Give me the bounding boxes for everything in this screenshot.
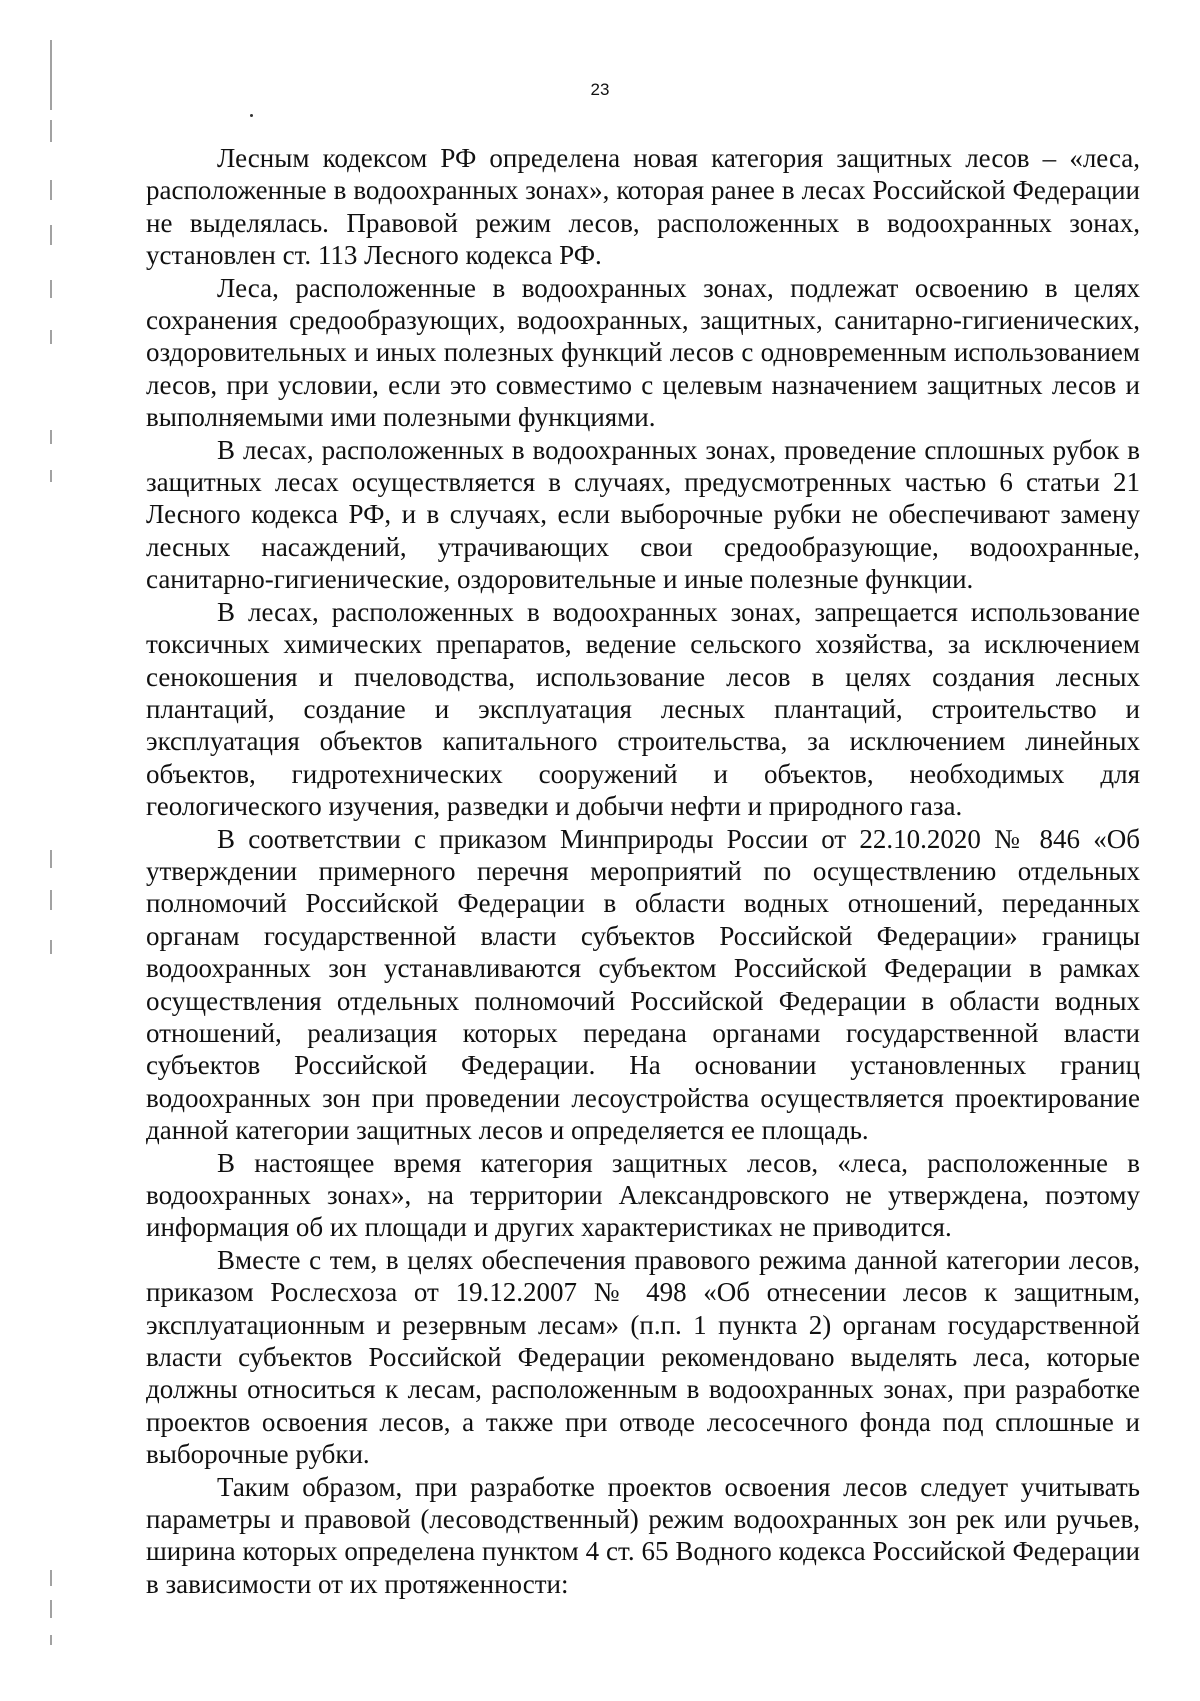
scan-margin-artifact xyxy=(50,180,52,200)
scan-margin-artifact xyxy=(50,225,52,245)
scan-margin-artifact xyxy=(50,1635,52,1645)
document-body xyxy=(146,142,1140,1600)
scan-margin-artifact xyxy=(50,1570,52,1586)
paragraph-2: Леса, расположенные в водоохранных зонах, подлежат освоению в целях сохранения средообразующих, водоохранных, защитных, санитарно-гигиенических, оздоровительных и иных полезных функций лесов с одновременным использованием лесов, при условии, если это совместимо с целевым назначением защитных лесов и выполняемыми ими полезными функциями. xyxy=(146,272,1140,433)
page-number: 23 xyxy=(590,80,610,99)
scan-margin-artifact xyxy=(50,330,52,344)
scan-dot xyxy=(250,114,253,117)
scan-margin-artifact xyxy=(50,470,52,482)
paragraph-1: Лесным кодексом РФ определена новая категория защитных лесов – «леса, расположенные в водоохранных зонах», которая ранее в лесах Российской Федерации не выделялась. Правовой режим лесов, расположенных в водоохранных зонах, установлен ст. 113 Лесного кодекса РФ. xyxy=(146,143,1140,271)
paragraph-3: В лесах, расположенных в водоохранных зонах, проведение сплошных рубок в защитных лесах осуществляется в случаях, предусмотренных частью 6 статьи 21 Лесного кодекса РФ, и в случаях, если выборочные рубки не обеспечивают замену лесных насаждений, утрачивающих свои средообразующие, водоохранные, санитарно-гигиенические, оздоровительные и иные полезные функции. xyxy=(146,434,1140,595)
scan-margin-artifact xyxy=(50,120,52,142)
paragraph-6: В настоящее время категория защитных лесов, «леса, расположенные в водоохранных зонах», на территории Александровского не утверждена, поэтому информация об их площади и других характеристиках не приводится. xyxy=(146,1147,1140,1243)
scan-margin-artifact xyxy=(50,280,52,298)
scan-margin-artifact xyxy=(50,430,52,444)
paragraph-4: В лесах, расположенных в водоохранных зонах, запрещается использование токсичных химических препаратов, ведение сельского хозяйства, за исключением сенокошения и пчеловодства, использование лесов в целях создания лесных плантаций, создание и эксплуатация лесных плантаций, строительство и эксплуатация объектов капитального строительства, за исключением линейных объектов, гидротехнических сооружений и объектов, необходимых для геологического изучения, разведки и добычи нефти и природного газа. xyxy=(146,596,1140,822)
scan-margin-artifact xyxy=(50,890,52,910)
paragraph-8: Таким образом, при разработке проектов освоения лесов следует учитывать параметры и правовой (лесоводственный) режим водоохранных зон рек или ручьев, ширина которых определена пунктом 4 ст. 65 Водного кодекса Российской Федерации в зависимости от их протяженности: xyxy=(146,1471,1140,1599)
scan-margin-artifact xyxy=(50,850,52,868)
scan-margin-artifact xyxy=(50,940,52,954)
paragraph-7: Вместе с тем, в целях обеспечения правового режима данной категории лесов, приказом Рослесхоза от 19.12.2007 № 498 «Об отнесении лесов к защитным, эксплуатационным и резервным лесам» (п.п. 1 пункта 2) органам государственной власти субъектов Российской Федерации рекомендовано выделять леса, которые должны относиться к лесам, расположенным в водоохранных зонах, при разработке проектов освоения лесов, а также при отводе лесосечного фонда под сплошные и выборочные рубки. xyxy=(146,1244,1140,1470)
scan-margin-artifact xyxy=(50,1600,52,1618)
paragraph-5: В соответствии с приказом Минприроды России от 22.10.2020 № 846 «Об утверждении примерного перечня мероприятий по осуществлению отдельных полномочий Российской Федерации в области водных отношений, переданных органам государственной власти субъектов Российской Федерации» границы водоохранных зон устанавливаются субъектом Российской Федерации в рамках осуществления отдельных полномочий Российской Федерации в области водных отношений, реализация которых передана органами государственной власти субъектов Российской Федерации. На основании установленных границ водоохранных зон при проведении лесоустройства осуществляется проектирование данной категории защитных лесов и определяется ее площадь. xyxy=(146,823,1140,1146)
